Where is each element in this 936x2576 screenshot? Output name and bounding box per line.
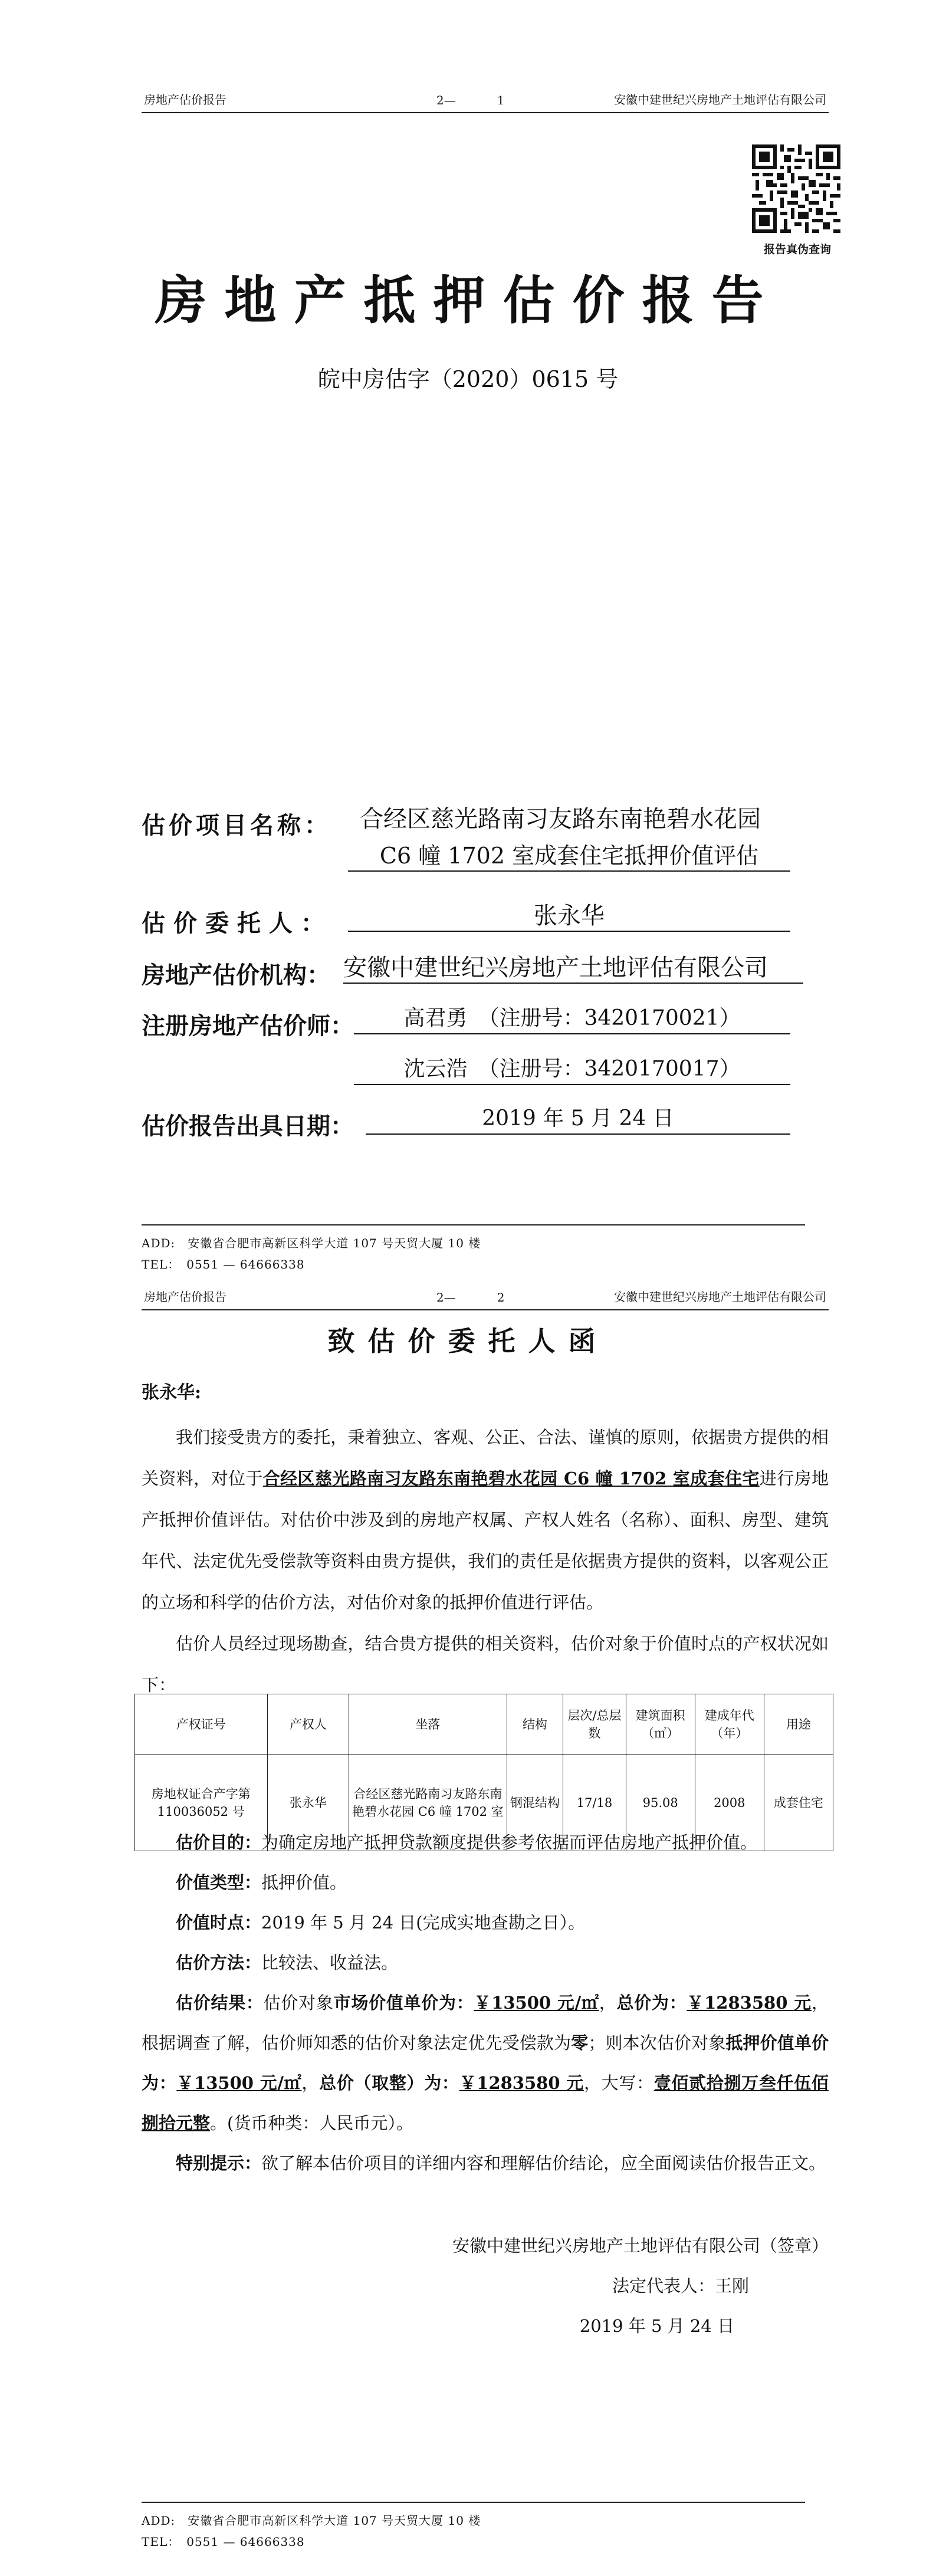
cell-location: 合经区慈光路南习友路东南艳碧水花园 C6 幢 1702 室 — [349, 1755, 507, 1851]
qr-code-icon[interactable] — [752, 144, 840, 233]
th-floor: 层次/总层数 — [563, 1694, 626, 1755]
cell-year: 2008 — [695, 1755, 764, 1851]
purpose-value: 为确定房地产抵押贷款额度提供参考依据而评估房地产抵押价值。 — [261, 1832, 758, 1852]
page-counter — [436, 93, 546, 107]
method-value: 比较法、收益法。 — [261, 1953, 399, 1973]
page-total: 2— — [436, 1290, 456, 1305]
result-label: 估价结果： — [176, 1993, 264, 2013]
special-note-label: 特别提示： — [176, 2153, 262, 2173]
cell-cert-no: 房地权证合产字第110036052 号 — [135, 1755, 268, 1851]
project-name-label: 估价项目名称： — [142, 811, 331, 839]
project-name-line2: C6 幢 1702 室成套住宅抵押价值评估 — [348, 841, 790, 872]
header-right: 安徽中建世纪兴房地产土地评估有限公司 — [614, 93, 826, 107]
purpose-item — [142, 1822, 829, 1862]
footer-address: ADD: 安徽省合肥市高新区科学大道 107 号天贸大厦 10 楼 — [142, 1236, 481, 1250]
report-date-label: 估价报告出具日期： — [142, 1112, 354, 1140]
cell-use: 成套住宅 — [764, 1755, 833, 1851]
salutation: 张永华: — [142, 1382, 202, 1403]
page-footer — [142, 2502, 805, 2554]
header-left: 房地产估价报告 — [144, 1290, 226, 1304]
client-label: 估价委托人： — [142, 909, 333, 937]
report-date-value: 2019 年 5 月 24 日 — [366, 1104, 790, 1135]
report-number: 皖中房估字（2020）0615 号 — [317, 366, 619, 392]
header-right: 安徽中建世纪兴房地产土地评估有限公司 — [614, 1290, 826, 1304]
value-type-label: 价值类型： — [176, 1872, 262, 1892]
page-counter — [436, 1290, 546, 1305]
special-note-item — [142, 2143, 829, 2183]
letter-body — [142, 1417, 829, 1706]
appraiser-1: 高君勇 （注册号：3420170021） — [354, 1004, 790, 1034]
special-note-value: 欲了解本估价项目的详细内容和理解估价结论，应全面阅读估价报告正文。 — [261, 2153, 826, 2173]
signature-date: 2019 年 5 月 24 日 — [579, 2316, 734, 2336]
th-location: 坐落 — [349, 1694, 507, 1755]
qr-caption: 报告真伪查询 — [763, 243, 831, 256]
method-label: 估价方法： — [176, 1953, 262, 1973]
mortgage-unit-price: ￥13500 元/㎡ — [176, 2073, 302, 2093]
client-value: 张永华 — [348, 901, 790, 932]
footer-tel: TEL： 0551 — 64666338 — [142, 1257, 305, 1271]
header-left: 房地产估价报告 — [144, 93, 226, 107]
mortgage-total-price: ￥1283580 元 — [459, 2073, 584, 2093]
market-total-price: ￥1283580 元 — [687, 1993, 812, 2013]
value-date-item — [142, 1903, 829, 1943]
cell-floor: 17/18 — [563, 1755, 626, 1851]
footer-tel: TEL： 0551 — 64666338 — [142, 2535, 305, 2549]
cell-owner: 张永华 — [267, 1755, 349, 1851]
th-year: 建成年代（年） — [695, 1694, 764, 1755]
report-title: 房地产抵押估价报告 — [155, 270, 781, 331]
amount-in-words: 壹佰贰拾捌万叁仟伍佰捌拾元整 — [142, 2073, 829, 2133]
th-use: 用途 — [764, 1694, 833, 1755]
th-area: 建筑面积（㎡） — [626, 1694, 695, 1755]
th-cert-no: 产权证号 — [135, 1694, 268, 1755]
appraiser-label: 注册房地产估价师： — [142, 1012, 354, 1040]
org-value: 安徽中建世纪兴房地产土地评估有限公司 — [343, 953, 803, 984]
page-footer — [142, 1224, 805, 1276]
cell-structure: 钢混结构 — [507, 1755, 563, 1851]
project-name-line1: 合经区慈光路南习友路东南艳碧水花园 — [360, 806, 761, 833]
signature-company: 安徽中建世纪兴房地产土地评估有限公司（签章） — [452, 2236, 829, 2256]
page-header — [142, 88, 829, 113]
value-type-value: 抵押价值。 — [261, 1872, 347, 1892]
footer-address: ADD: 安徽省合肥市高新区科学大道 107 号天贸大厦 10 楼 — [142, 2513, 481, 2528]
th-owner: 产权人 — [267, 1694, 349, 1755]
th-structure: 结构 — [507, 1694, 563, 1755]
page-header — [142, 1286, 829, 1310]
paragraph-2: 估价人员经过现场勘查，结合贵方提供的相关资料，估价对象于价值时点的产权状况如下： — [142, 1634, 829, 1695]
para1-text-a: 我们接受贵方的委托，秉着独立、客观、公正、合法、谨慎的原则，依据贵方提供的相关资料，对位于 — [142, 1427, 829, 1489]
appraisal-items — [142, 1822, 829, 2183]
value-date-value: 2019 年 5 月 24 日(完成实地查勘之日）。 — [261, 1913, 586, 1933]
result-item: 估价结果：估价对象市场价值单价为：￥13500 元/㎡，总价为：￥1283580 元，根据调查了解，估价师知悉的估价对象法定优先受偿款为零；则本次估价对象抵押价值单价为：￥13500 元/㎡，总价（取整）为：￥1283580 元，大写：壹佰贰拾捌万叁仟伍佰捌拾元整。(货币种类：人民币元）。 — [142, 1993, 829, 2133]
para1-text-b: 进行房地产抵押价值评估。对估价中涉及到的房地产权属、产权人姓名（名称）、面积、房型、建筑年代、法定优先受偿款等资料由贵方提供，我们的责任是依据贵方提供的资料，以客观公正的立场和科学的估价方法，对估价对象的抵押价值进行评估。 — [142, 1468, 829, 1612]
appraiser-2: 沈云浩 （注册号：3420170017） — [354, 1054, 790, 1085]
legal-representative: 法定代表人：王刚 — [612, 2276, 749, 2296]
value-type-item — [142, 1862, 829, 1903]
letter-title: 致估价委托人函 — [327, 1325, 609, 1357]
property-address-highlight: 合经区慈光路南习友路东南艳碧水花园 C6 幢 1702 室成套住宅 — [262, 1468, 760, 1489]
page-number: 2 — [497, 1290, 505, 1305]
purpose-label: 估价目的： — [176, 1832, 262, 1852]
paragraph-1 — [142, 1417, 829, 1623]
market-unit-price: ￥13500 元/㎡ — [474, 1993, 599, 2013]
cell-area: 95.08 — [626, 1755, 695, 1851]
page-number: 1 — [497, 93, 505, 107]
method-item — [142, 1943, 829, 1983]
table-header-row — [135, 1694, 833, 1755]
org-label: 房地产估价机构： — [142, 961, 330, 989]
value-date-label: 价值时点： — [176, 1913, 262, 1933]
page-total: 2— — [436, 93, 456, 107]
